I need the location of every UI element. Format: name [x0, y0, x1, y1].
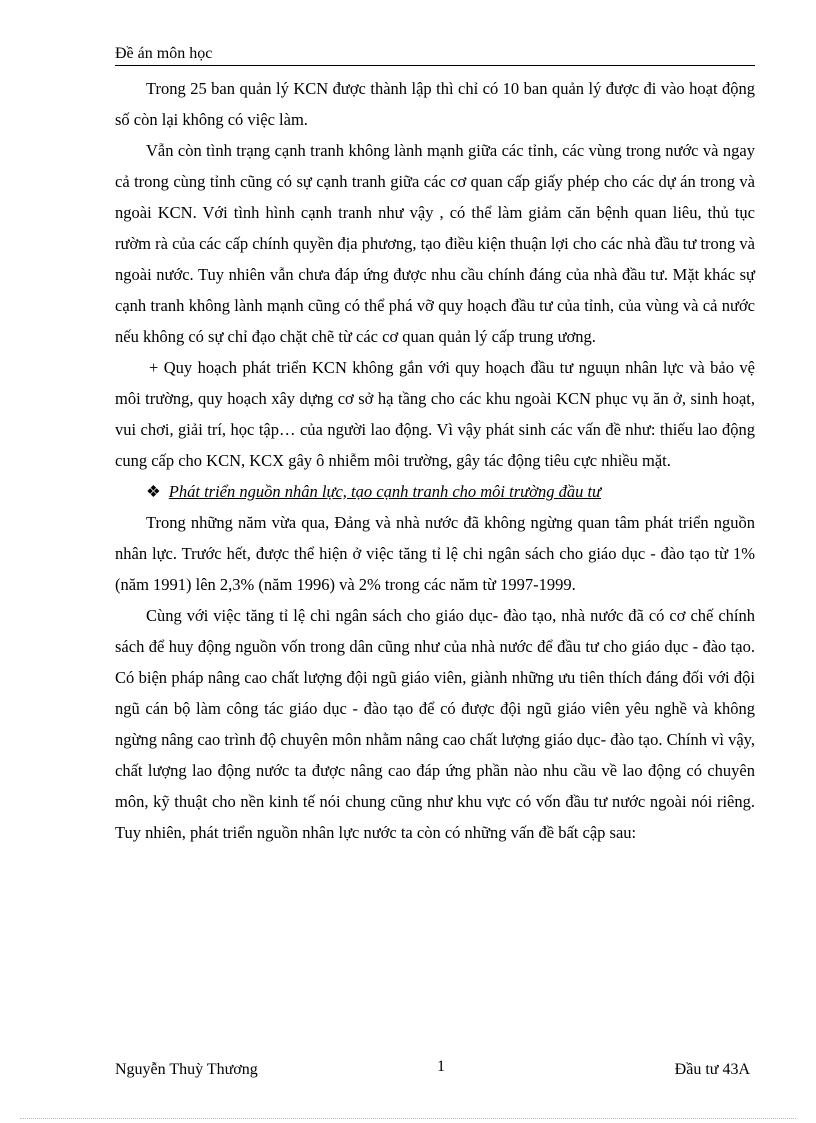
footer-author: Nguyễn Thuỳ Thương	[115, 1061, 258, 1078]
paragraph: + Quy hoạch phát triển KCN không gắn với quy hoạch đầu tư nguụn nhân lực và bảo vệ môi trường, quy hoạch xây dựng cơ sở hạ tầng cho các khu ngoài KCN phục vụ ăn ở, sinh hoạt, vui chơi, giải trí, học tập… của người lao động. Vì vậy phát sinh các vấn đề như: thiếu lao động cung cấp cho KCN, KCX gây ô nhiễm môi trường, gây tác động tiêu cực nhiều mặt.	[115, 358, 755, 470]
section-title: Phát triển nguồn nhân lực, tạo cạnh tranh cho môi trường đầu tư	[168, 482, 602, 501]
paragraph: Trong 25 ban quản lý KCN được thành lập thì chỉ có 10 ban quản lý được đi vào hoạt động số còn lại không có việc làm.	[115, 79, 755, 129]
header-title: Đề án môn học	[115, 45, 213, 62]
page-header	[115, 44, 755, 66]
page-number: 1	[437, 1058, 445, 1075]
paragraph: Vẫn còn tình trạng cạnh tranh không lành mạnh giữa các tỉnh, các vùng trong nước và ngay cả trong cùng tỉnh cũng có sự cạnh tranh giữa các cơ quan cấp giấy phép cho các dự án trong và ngoài KCN. Với tình hình cạnh tranh như vậy , có thể làm giảm căn bệnh quan liêu, thủ tục rườm rà của các cấp chính quyền địa phương, tạo điều kiện thuận lợi cho các nhà đầu tư trong và ngoài nước. Tuy nhiên vẫn chưa đáp ứng được nhu cầu chính đáng của nhà đầu tư. Mặt khác sự cạnh tranh không lành mạnh cũng có thể phá vỡ quy hoạch đầu tư của tỉnh, của vùng và cả nước nếu không có sự chỉ đạo chặt chẽ từ các cơ quan quản lý cấp trung ương.	[115, 141, 755, 346]
paragraph: Trong những năm vừa qua, Đảng và nhà nước đã không ngừng quan tâm phát triển nguồn nhân lực. Trước hết, được thể hiện ở việc tăng tỉ lệ chi ngân sách cho giáo dục - đào tạo từ 1% (năm 1991) lên 2,3% (năm 1996) và 2% trong các năm từ 1997-1999.	[115, 513, 755, 594]
paragraph: Cùng với việc tăng tỉ lệ chi ngân sách cho giáo dục- đào tạo, nhà nước đã có cơ chế chính sách để huy động nguồn vốn trong dân cũng như của nhà nước để đầu tư cho giáo dục - đào tạo. Có biện pháp nâng cao chất lượng đội ngũ giáo viên, giành những ưu tiên thích đáng đối với đội ngũ cán bộ làm công tác giáo dục - đào tạo để có được đội ngũ giáo viên yêu nghề và không ngừng nâng cao trình độ chuyên môn nhằm nâng cao chất lượng giáo dục- đào tạo. Chính vì vậy, chất lượng lao động nước ta được nâng cao đáp ứng phần nào nhu cầu về lao động có chuyên môn, kỹ thuật cho nền kinh tế nói chung cũng như khu vực có vốn đầu tư nước ngoài nói riêng. Tuy nhiên, phát triển nguồn nhân lực nước ta còn có những vấn đề bất cập sau:	[115, 606, 755, 842]
section-heading	[115, 476, 755, 507]
diamond-bullet-icon: ❖	[146, 482, 161, 501]
document-body	[115, 73, 755, 848]
page-edge-divider	[20, 1118, 796, 1119]
footer-course: Đầu tư 43A	[674, 1061, 750, 1078]
